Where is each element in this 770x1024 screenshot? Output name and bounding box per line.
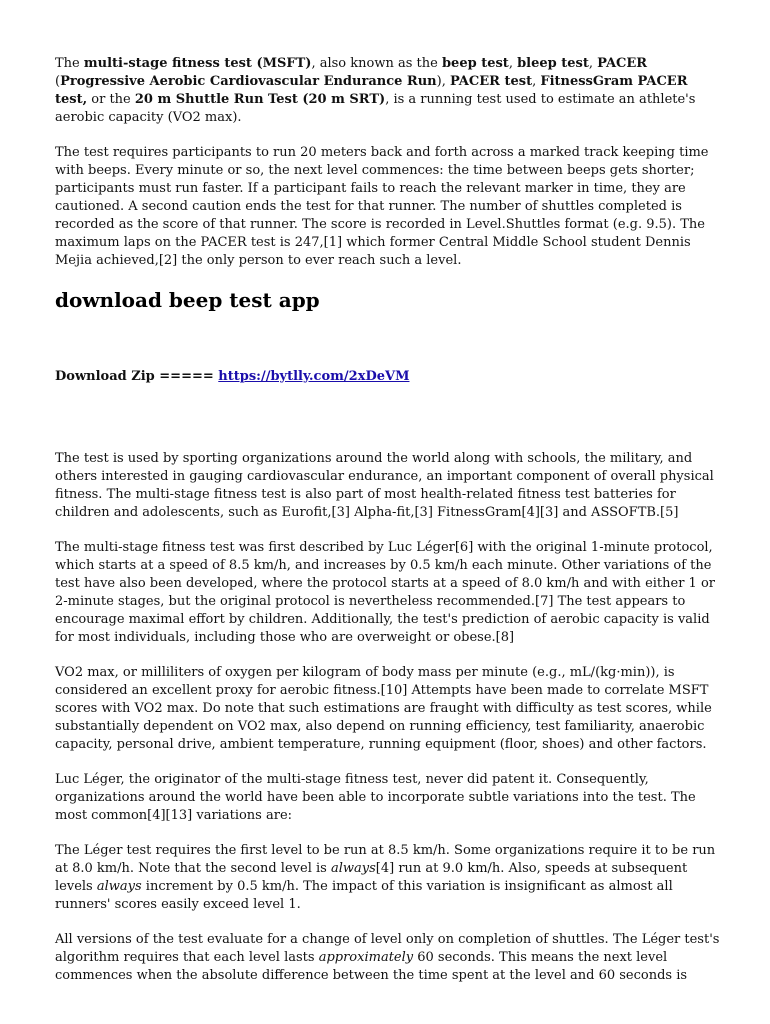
text: The [55, 56, 84, 71]
term-beep-test: beep test [441, 56, 509, 71]
text: ), [436, 74, 450, 89]
text: All versions of the test evaluate for a change of level only on completion of shuttles. The Léger test's algorithm requires that each level lasts [55, 932, 720, 965]
text: [4] run at 9.0 km/h. Also, speeds at subsequent levels [55, 861, 688, 894]
text: , is a running test used to estimate an athlete's aerobic capacity (VO2 max). [55, 92, 696, 125]
term-pacer-expansion: Progressive Aerobic Cardiovascular Endurance Run [60, 74, 437, 89]
text: 60 seconds. This means the next level commences when the absolute difference between the time spent at the level and 60 seconds is [55, 950, 688, 983]
text: increment by 0.5 km/h. The impact of this variation is insignificant as almost all runners' scores easily exceed level 1. [55, 879, 673, 912]
paragraph-variations: Luc Léger, the originator of the multi-stage fitness test, never did patent it. Consequently, organizations around the world have been able to incorporate subtle variations into the test. The most common[4][13] variations are: [55, 772, 696, 823]
term-pacer-test: PACER test [449, 74, 533, 89]
term-msft: multi-stage fitness test (MSFT) [83, 56, 312, 71]
paragraph-history: The multi-stage fitness test was first described by Luc Léger[6] with the original 1-minute protocol, which starts at a speed of 8.5 km/h, and increases by 0.5 km/h each minute. Other variations of the test have also been developed, where the protocol starts at a speed of 8.0 km/h and with either 1 or 2-minute stages, but the original protocol is nevertheless recommended.[7] The test appears to encourage maximal effort by children. Additionally, the test's prediction of aerobic capacity is valid for most individuals, including those who are overweight or obese.[8] [55, 540, 715, 645]
term-pacer: PACER [597, 56, 648, 71]
emphasis: approximately [318, 950, 414, 965]
text: The Léger test requires the first level to be run at 8.5 km/h. Some organizations require it to be run at 8.0 km/h. Note that the second level is [55, 843, 716, 876]
paragraph-leger-test [55, 842, 720, 914]
spacer [55, 386, 720, 450]
paragraph-test-description: The test requires participants to run 20 meters back and forth across a marked track keeping time with beeps. Every minute or so, the next level commences: the time between beeps gets shorter; participants must run faster. If a participant fails to reach the relevant marker in time, they are cautioned. A second caution ends the test for that runner. The number of shuttles completed is recorded as the score of that runner. The score is recorded in Level.Shuttles format (e.g. 9.5). The maximum laps on the PACER test is 247,[1] which former Central Middle School student Dennis Mejia achieved,[2] the only person to ever reach such a level. [55, 145, 709, 268]
term-bleep-test: bleep test [517, 56, 589, 71]
download-line [55, 368, 720, 386]
text: , also known as the [311, 56, 442, 71]
section-heading: download beep test app [55, 288, 320, 312]
download-link[interactable]: https://bytlly.com/2xDeVM [218, 369, 410, 384]
term-fitnessgram-pacer: FitnessGram PACER test, [55, 74, 688, 107]
text: ( [55, 74, 61, 89]
emphasis: always [330, 861, 376, 876]
intro-paragraph [55, 55, 720, 127]
emphasis: always [96, 879, 142, 894]
paragraph-level-evaluation [55, 931, 720, 985]
download-label: Download Zip ===== [55, 369, 219, 384]
text: , [588, 56, 598, 71]
paragraph-vo2max: VO2 max, or milliliters of oxygen per kilogram of body mass per minute (e.g., mL/(kg·min)), is considered an excellent proxy for aerobic fitness.[10] Attempts have been made to correlate MSFT scores with VO2 max. Do note that such estimations are fraught with difficulty as test scores, while substantially dependent on VO2 max, also depend on running efficiency, test familiarity, anaerobic capacity, personal drive, ambient temperature, running equipment (floor, shoes) and other factors. [55, 665, 712, 752]
document-page [55, 55, 720, 1002]
text: , [508, 56, 518, 71]
term-20m-srt: 20 m Shuttle Run Test (20 m SRT) [134, 92, 386, 107]
text: , [532, 74, 541, 89]
text: or the [87, 92, 135, 107]
paragraph-usage: The test is used by sporting organizations around the world along with schools, the military, and others interested in gauging cardiovascular endurance, an important component of overall physical fitness. The multi-stage fitness test is also part of most health-related fitness test batteries for children and adolescents, such as Eurofit,[3] Alpha-fit,[3] FitnessGram[4][3] and ASSOFTB.[5] [55, 451, 714, 520]
